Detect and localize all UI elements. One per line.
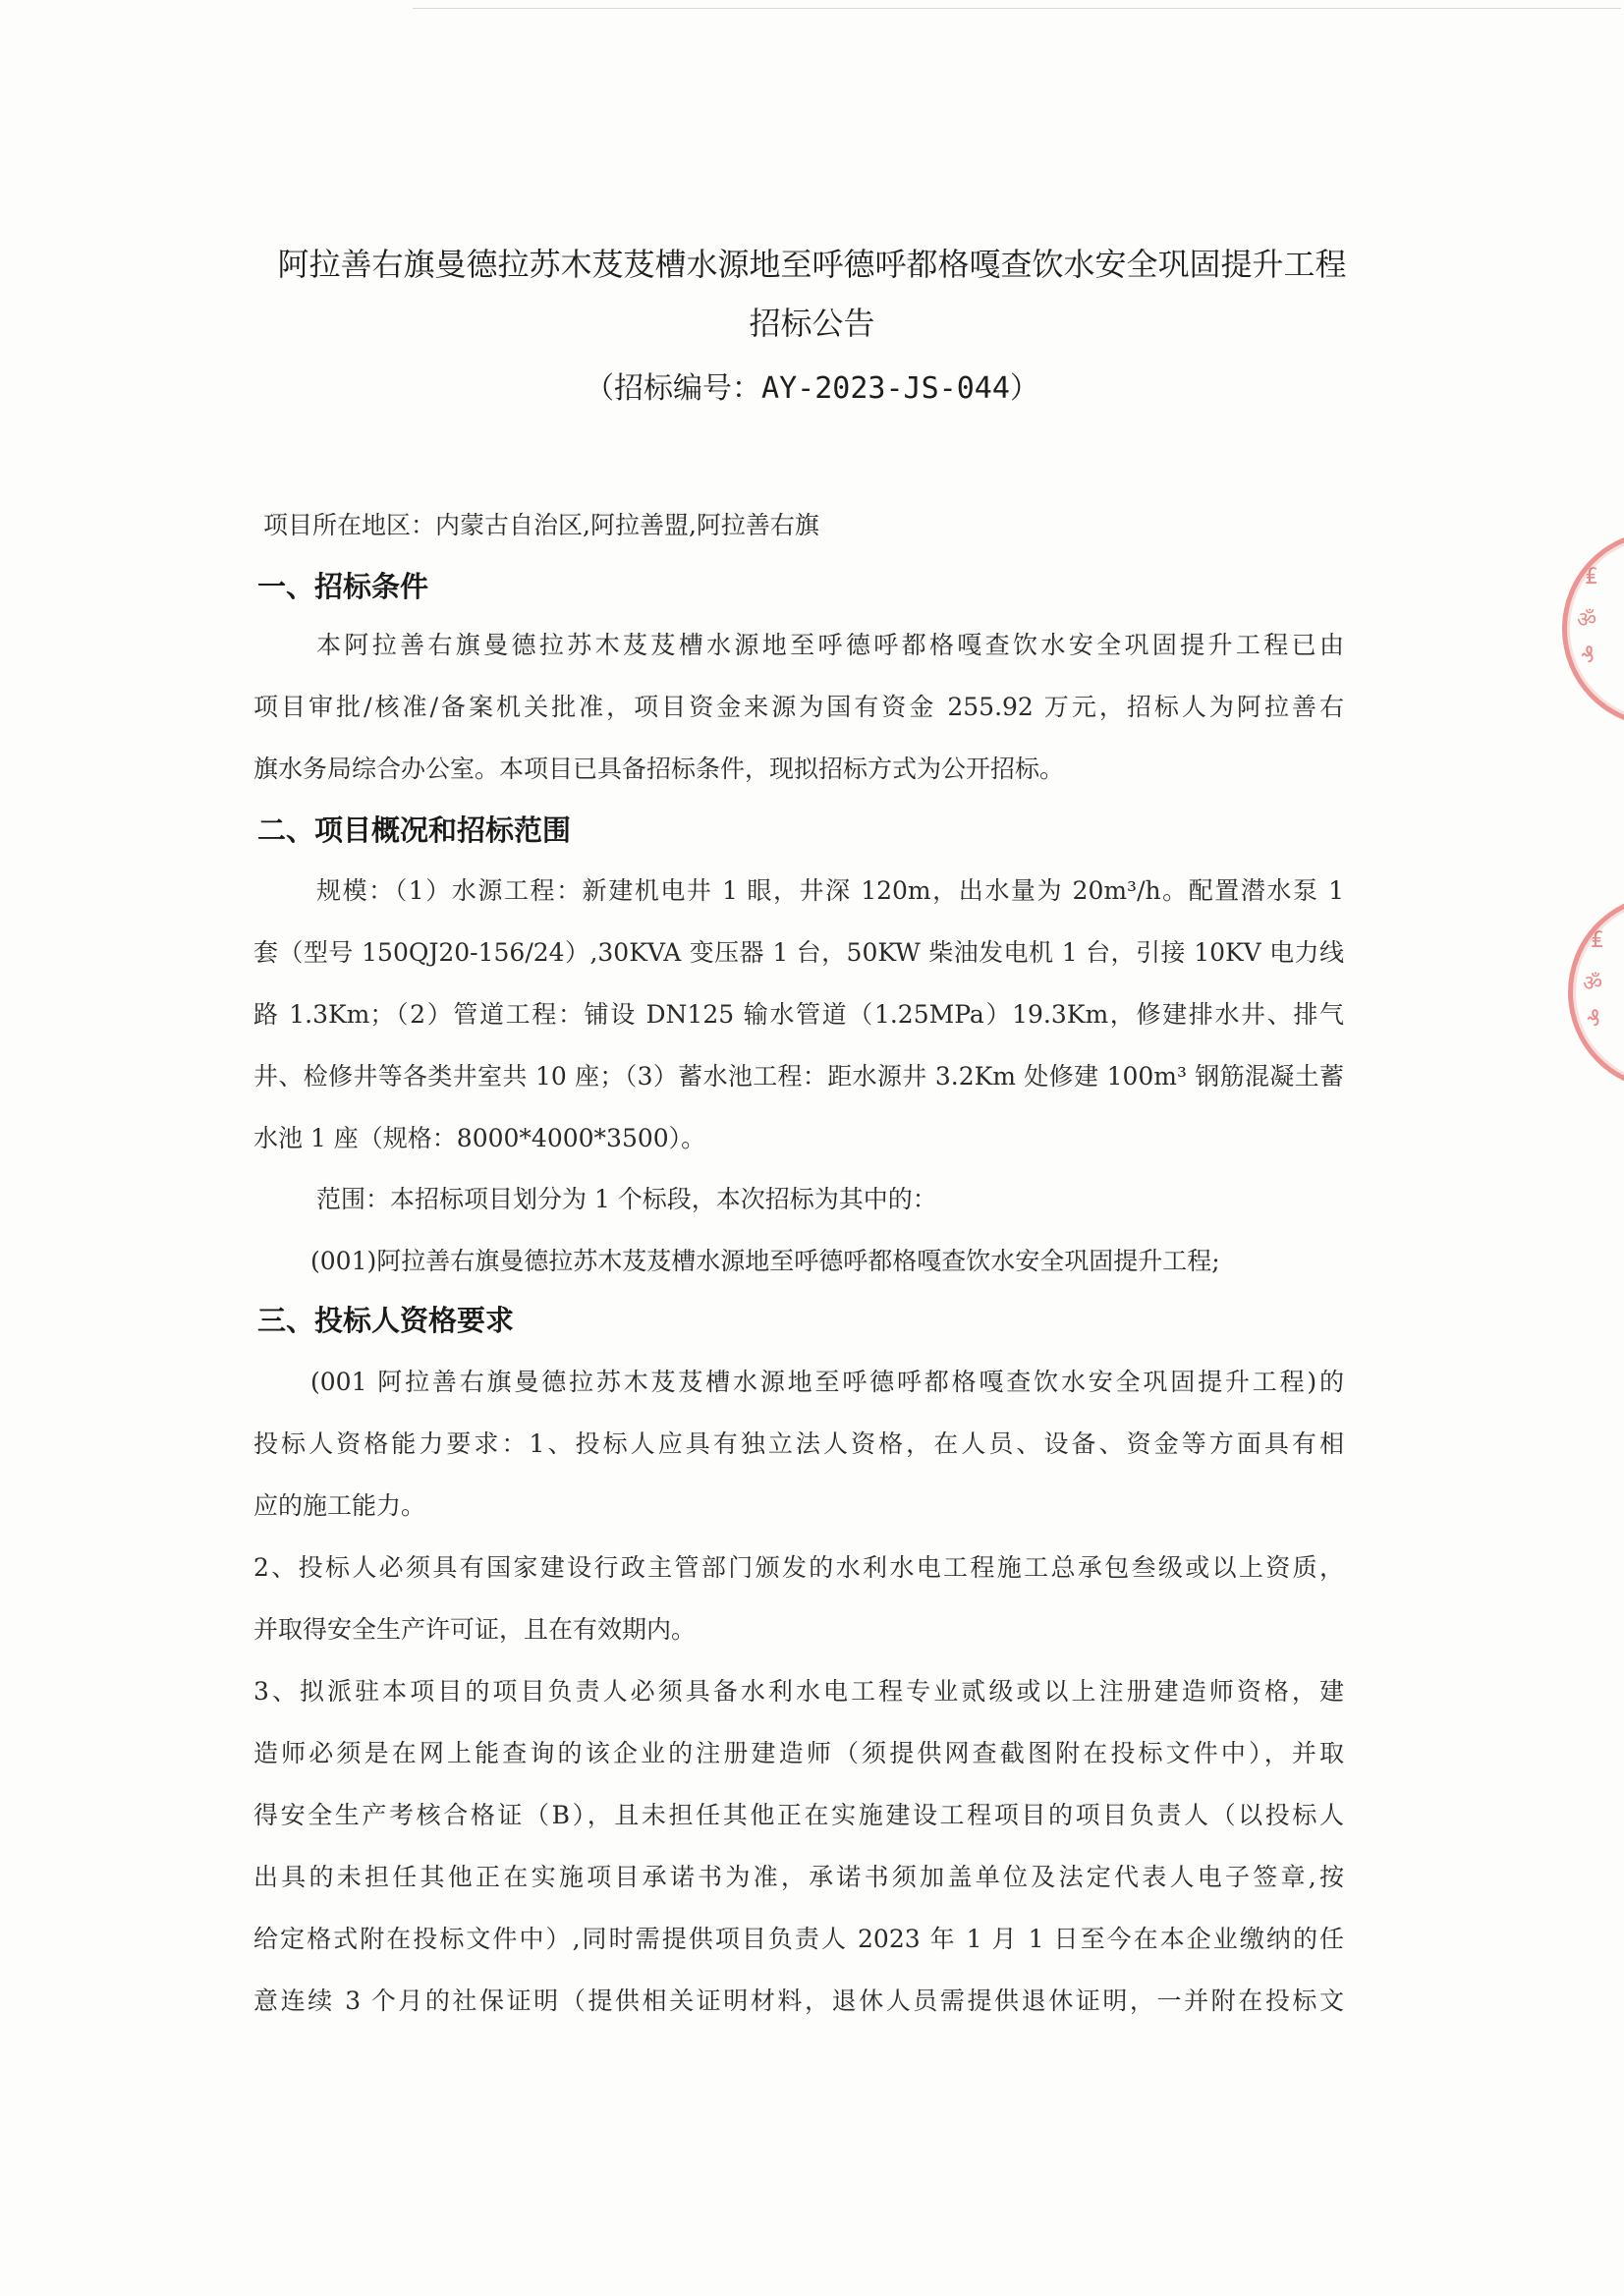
paragraph-line: 3、拟派驻本项目的项目负责人必须具备水利水电工程专业贰级或以上注册建造师资格，建 xyxy=(253,1677,1344,1706)
page-top-edge xyxy=(413,8,1621,9)
document-title: 阿拉善右旗曼德拉苏木芨芨槽水源地至呼德呼都格嘎查饮水安全巩固提升工程 xyxy=(277,246,1347,283)
paragraph-line: 项目审批/核准/备案机关批准，项目资金来源为国有资金 255.92 万元，招标人为阿拉善右 xyxy=(253,693,1344,721)
paragraph-line: 本阿拉善右旗曼德拉苏木芨芨槽水源地至呼德呼都格嘎查饮水安全巩固提升工程已由 xyxy=(316,631,1344,659)
project-location: 项目所在地区：内蒙古自治区,阿拉善盟,阿拉善右旗 xyxy=(263,511,819,539)
paragraph-line: 应的施工能力。 xyxy=(253,1491,426,1520)
section-heading-3: 三、投标人资格要求 xyxy=(257,1304,515,1337)
paragraph-line: 套（型号 150QJ20-156/24）,30KVA 变压器 1 台，50KW 柴油发电机 1 台，引接 10KV 电力线 xyxy=(253,938,1344,967)
paragraph-line: 范围：本招标项目划分为 1 个标段，本次招标为其中的： xyxy=(316,1185,937,1213)
paragraph-line: 井、检修井等各类井室共 10 座；（3）蓄水池工程：距水源井 3.2Km 处修建 100m³ 钢筋混凝土蓄 xyxy=(253,1062,1344,1091)
seal-stamp-icon: ₤ ॐ ₰ xyxy=(1562,531,1624,727)
paragraph-line: 投标人资格能力要求：1、投标人应具有独立法人资格，在人员、设备、资金等方面具有相 xyxy=(253,1429,1344,1458)
document-subtitle: 招标公告 xyxy=(749,305,875,342)
paragraph-line: 规模：（1）水源工程：新建机电井 1 眼，井深 120m，出水量为 20m³/h。配置潜水泵 1 xyxy=(316,876,1344,905)
paragraph-line: 意连续 3 个月的社保证明（提供相关证明材料，退休人员需提供退休证明，一并附在投标文 xyxy=(253,1987,1344,2015)
section-heading-1: 一、招标条件 xyxy=(257,570,429,603)
paragraph-line: 给定格式附在投标文件中）,同时需提供项目负责人 2023 年 1 月 1 日至今在本企业缴纳的任 xyxy=(253,1925,1344,1953)
paragraph-line: (001 阿拉善右旗曼德拉苏木芨芨槽水源地至呼德呼都格嘎查饮水安全巩固提升工程)的 xyxy=(310,1368,1344,1396)
paragraph-line: 路 1.3Km；（2）管道工程：铺设 DN125 输水管道（1.25MPa）19.3Km，修建排水井、排气 xyxy=(253,1000,1344,1029)
paragraph-line: 得安全生产考核合格证（B），且未担任其他正在实施建设工程项目的项目负责人（以投标人 xyxy=(253,1801,1344,1829)
paragraph-line: 并取得安全生产许可证，且在有效期内。 xyxy=(253,1615,697,1644)
section-heading-2: 二、项目概况和招标范围 xyxy=(257,813,572,847)
paragraph-line: 旗水务局综合办公室。本项目已具备招标条件，现拟招标方式为公开招标。 xyxy=(253,755,1065,783)
paragraph-line: 2、投标人必须具有国家建设行政主管部门颁发的水利水电工程施工总承包叁级或以上资质， xyxy=(253,1553,1344,1582)
paragraph-line: 造师必须是在网上能查询的该企业的注册建造师（须提供网查截图附在投标文件中），并取 xyxy=(253,1739,1344,1767)
seal-stamp-icon: ₤ ॐ ₰ xyxy=(1568,894,1624,1091)
paragraph-line: 水池 1 座（规格：8000*4000*3500）。 xyxy=(253,1124,706,1152)
tender-number: （招标编号：AY-2023-JS-044） xyxy=(585,371,1039,406)
paragraph-line: 出具的未担任其他正在实施项目承诺书为准，承诺书须加盖单位及法定代表人电子签章,按 xyxy=(253,1863,1344,1891)
paragraph-line: (001)阿拉善右旗曼德拉苏木芨芨槽水源地至呼德呼都格嘎查饮水安全巩固提升工程; xyxy=(310,1247,1220,1275)
